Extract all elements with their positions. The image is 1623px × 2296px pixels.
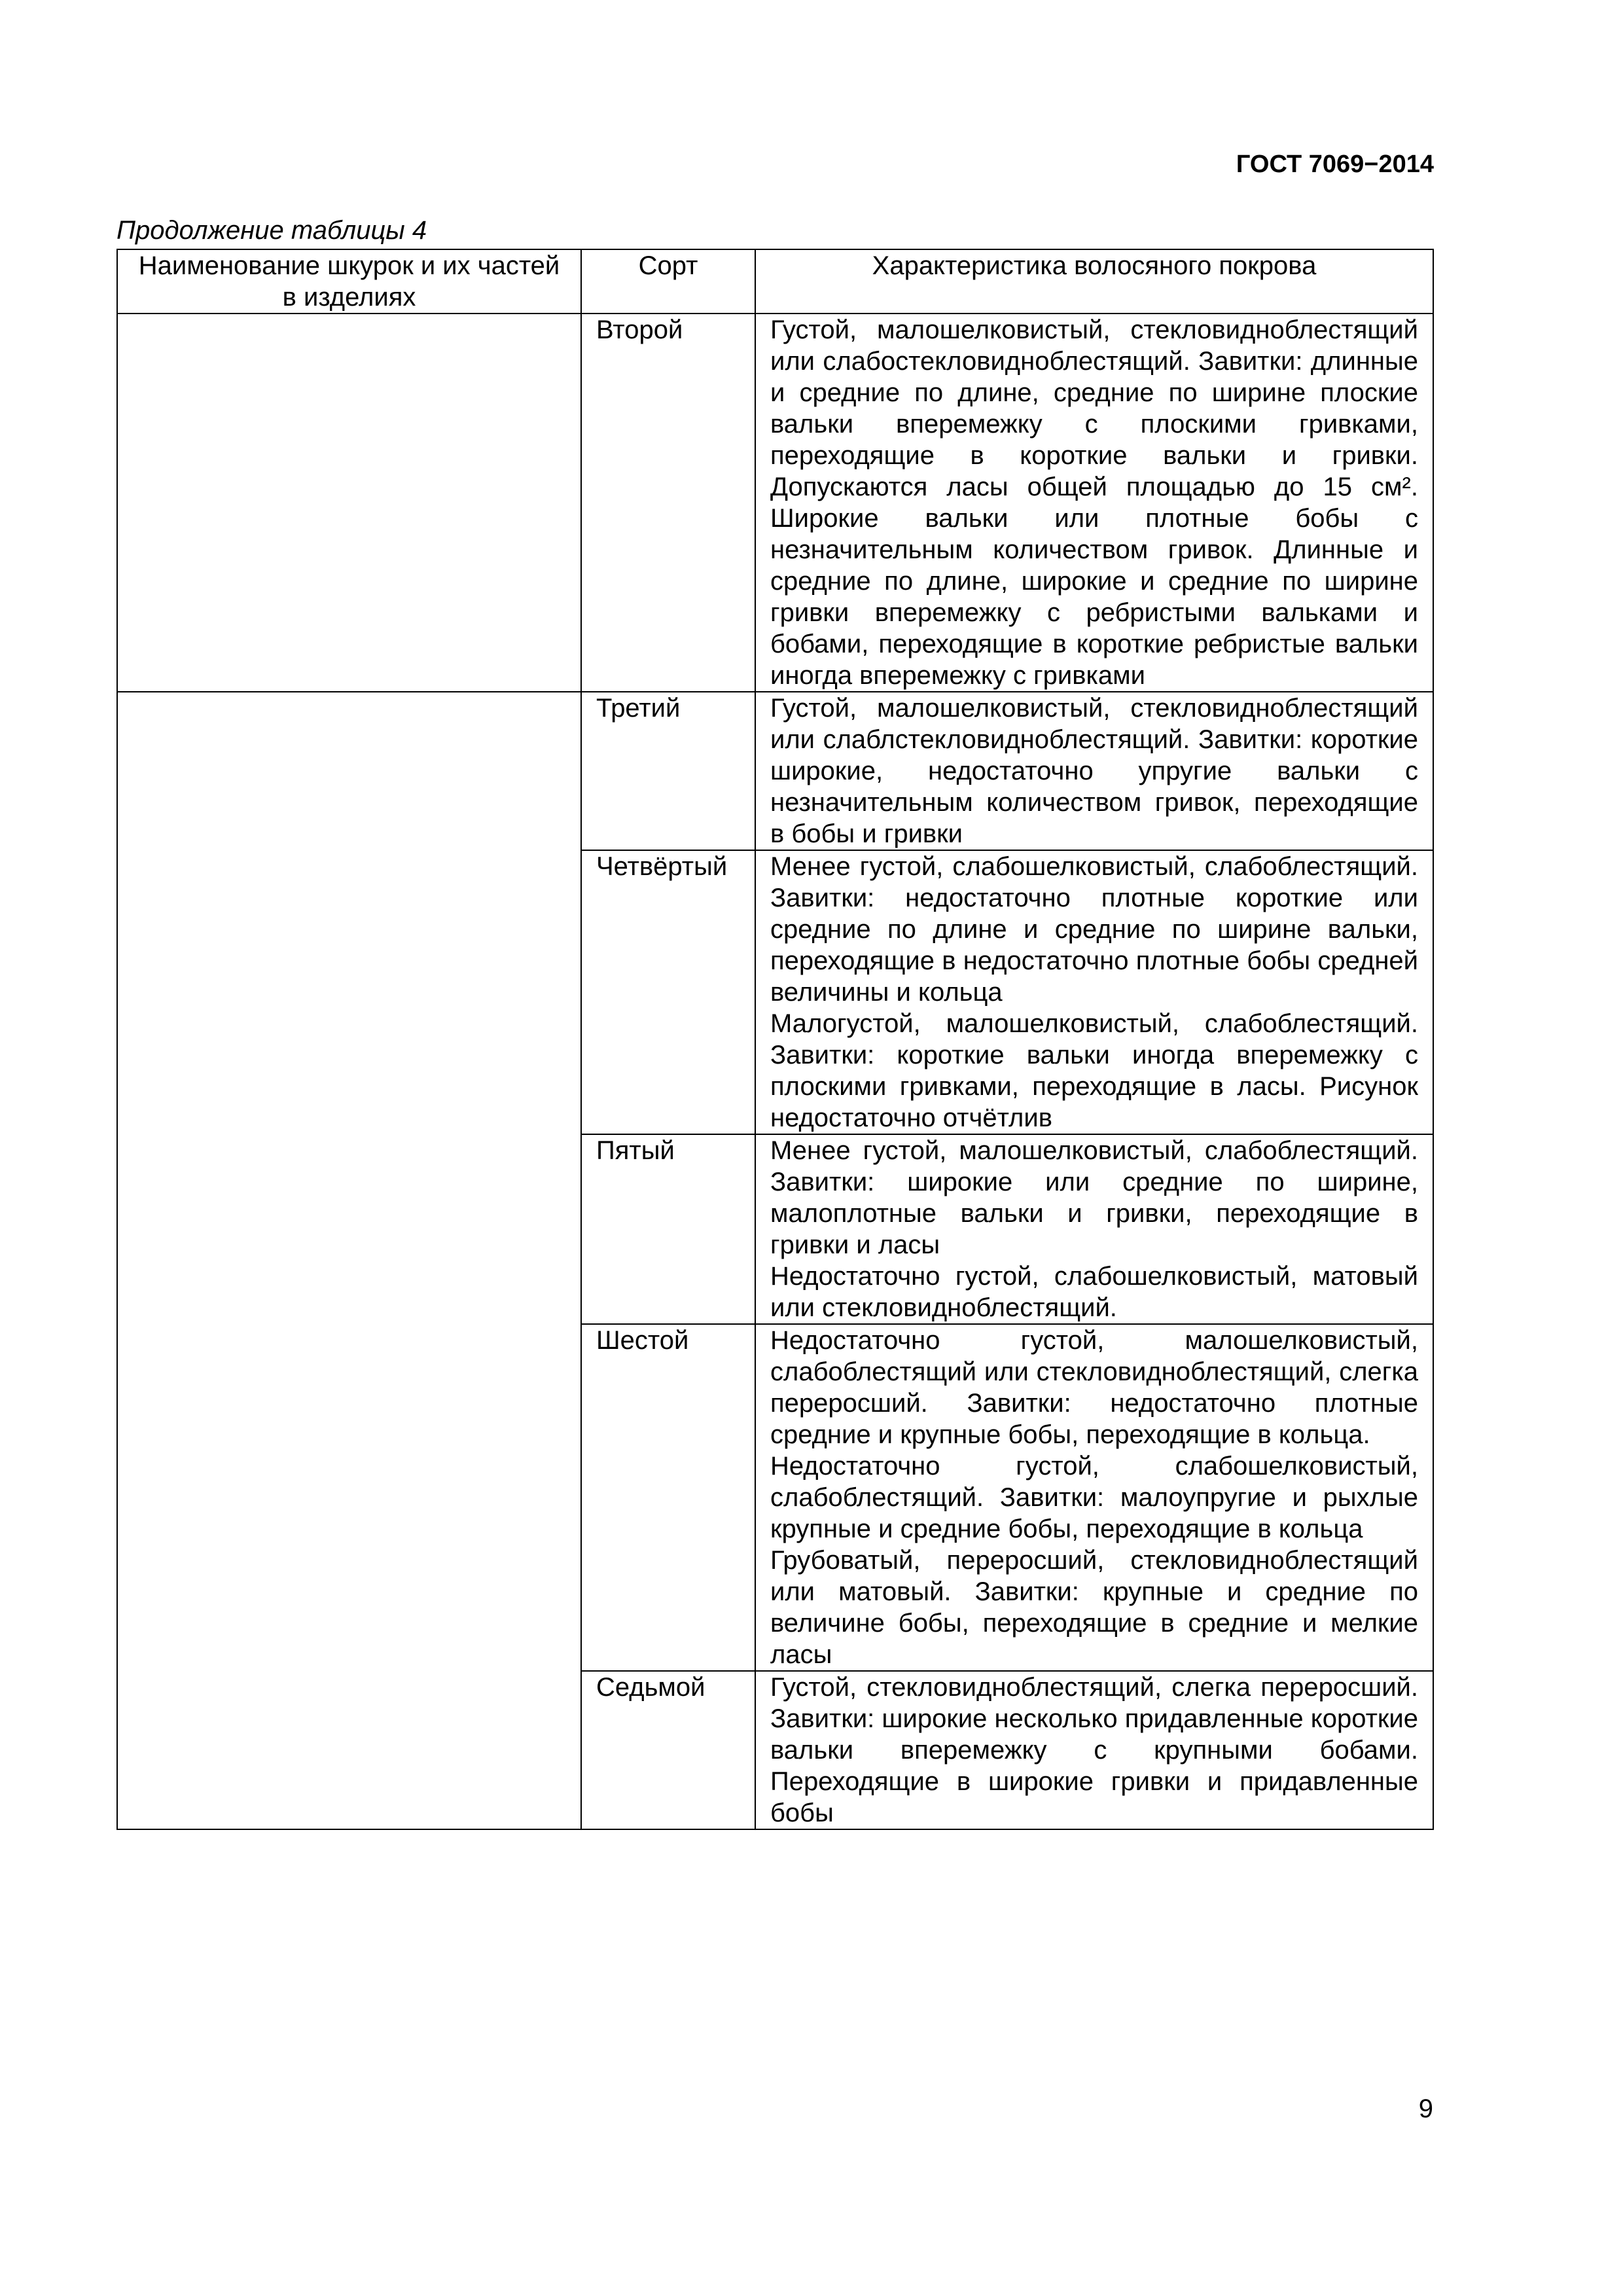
name-cell <box>117 314 581 692</box>
table-caption: Продолжение таблицы 4 <box>116 216 427 245</box>
description-paragraph: Менее густой, слабошелковистый, слабоблестящий. Завитки: недостаточно плотные короткие или средние по длине и средние по ширине вальки, переходящие в недостаточно плотные бобы средней величины и кольца <box>770 852 1418 1007</box>
description-paragraph: Недостаточно густой, слабошелковистый, слабоблестящий. Завитки: малоупругие и рыхлые крупные и средние бобы, переходящие в кольца <box>770 1452 1418 1543</box>
description-paragraph: Менее густой, малошелковистый, слабоблестящий. Завитки: широкие или средние по ширине, малоплотные вальки и гривки, переходящие в гривки и ласы <box>770 1136 1418 1259</box>
table-header-row <box>117 249 1433 314</box>
name-cell <box>117 692 581 1829</box>
description-paragraph: Густой, малошелковистый, стекловидноблестящий или слабостекловидноблестящий. Завитки: длинные и средние по длине, средние по ширине плоские вальки вперемежку с плоскими гривками, переходящие в короткие вальки и гривки. Допускаются ласы общей площадью до 15 см². Широкие вальки или плотные бобы с незначительным количеством гривок. Длинные и средние по длине, широкие и средние по ширине гривки вперемежку с ребристыми вальками и бобами, переходящие в короткие ребристые вальки иногда вперемежку с гривками <box>770 315 1418 690</box>
grade-cell: Пятый <box>581 1134 755 1324</box>
description-paragraph: Густой, стекловидноблестящий, слегка переросший. Завитки: широкие несколько придавленные короткие вальки вперемежку с крупными бобами. Переходящие в широкие гривки и придавленные бобы <box>770 1673 1418 1827</box>
description-paragraph: Густой, малошелковистый, стекловидноблестящий или слаблстекловидноблестящий. Завитки: короткие широкие, недостаточно упругие вальки с незначительным количеством гривок, переходящие в бобы и гривки <box>770 694 1418 848</box>
table-row <box>117 692 1433 850</box>
grade-table <box>116 249 1434 1830</box>
description-cell <box>755 314 1433 692</box>
description-cell <box>755 1134 1433 1324</box>
description-paragraph: Недостаточно густой, малошелковистый, слабоблестящий или стекловидноблестящий, слегка переросший. Завитки: недостаточно плотные средние и крупные бобы, переходящие в кольца. <box>770 1326 1418 1449</box>
grade-cell: Седьмой <box>581 1671 755 1829</box>
column-header-name: Наименование шкурок и их частей в изделиях <box>117 249 581 314</box>
standard-number: ГОСТ 7069−2014 <box>1236 151 1434 178</box>
description-paragraph: Недостаточно густой, слабошелковистый, матовый или стекловидноблестящий. <box>770 1262 1418 1322</box>
table-row <box>117 314 1433 692</box>
grade-cell: Четвёртый <box>581 850 755 1134</box>
description-cell <box>755 1324 1433 1671</box>
description-paragraph: Грубоватый, переросший, стекловидноблестящий или матовый. Завитки: крупные и средние по величине бобы, переходящие в средние и мелкие ласы <box>770 1546 1418 1669</box>
description-cell <box>755 692 1433 850</box>
description-paragraph: Малогустой, малошелковистый, слабоблестящий. Завитки: короткие вальки иногда вперемежку с плоскими гривками, переходящие в ласы. Рисунок недостаточно отчётлив <box>770 1009 1418 1132</box>
column-header-description: Характеристика волосяного покрова <box>755 249 1433 314</box>
description-cell <box>755 1671 1433 1829</box>
page-number: 9 <box>1418 2094 1433 2123</box>
column-header-grade: Сорт <box>581 249 755 314</box>
grade-cell: Второй <box>581 314 755 692</box>
grade-cell: Шестой <box>581 1324 755 1671</box>
grade-cell: Третий <box>581 692 755 850</box>
description-cell <box>755 850 1433 1134</box>
